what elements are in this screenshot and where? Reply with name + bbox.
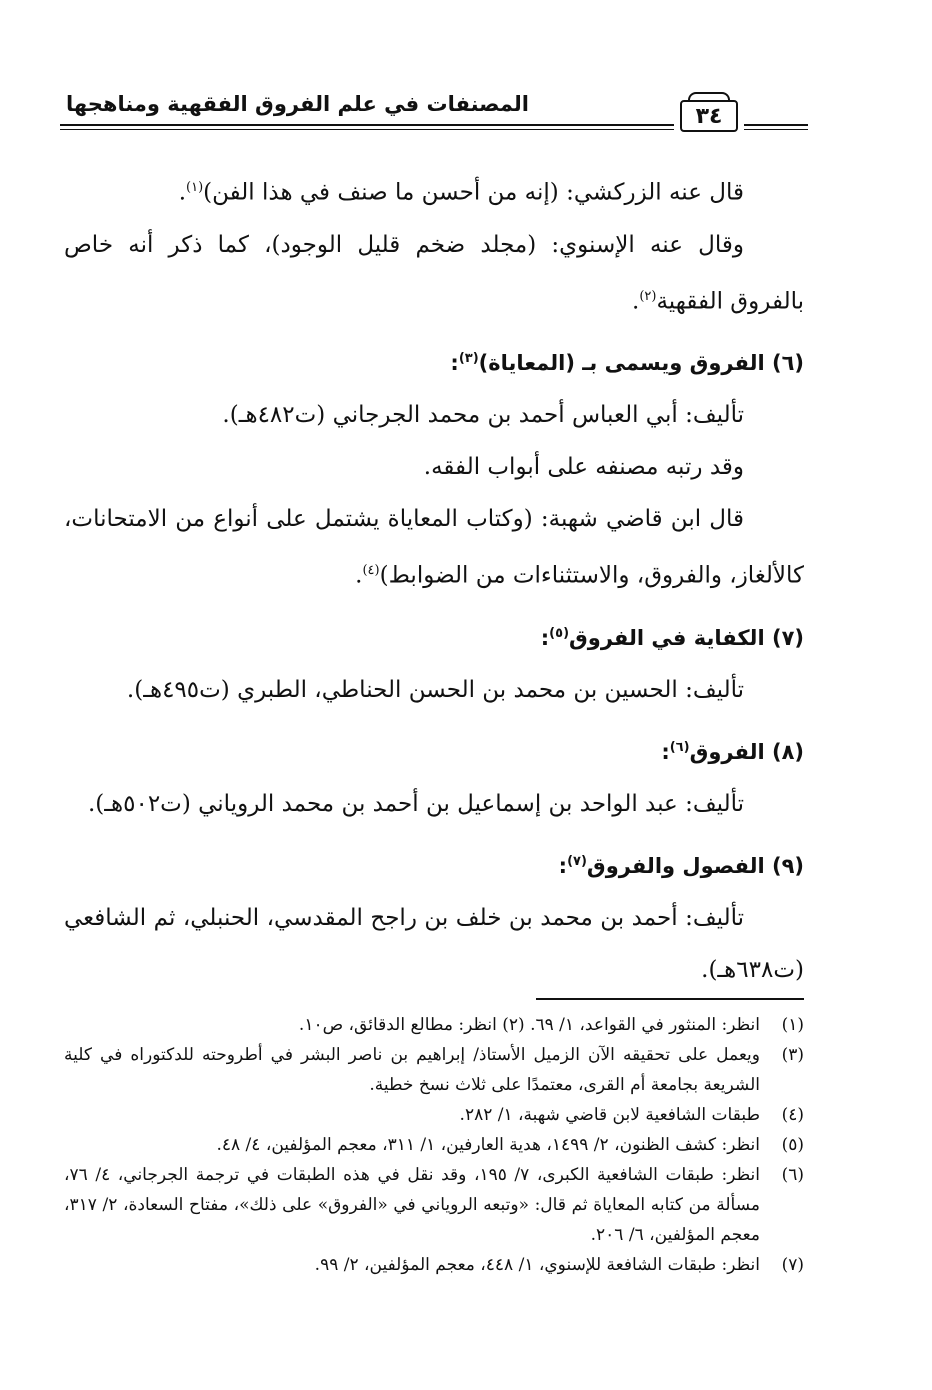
- footnote-ref: (٤): [362, 563, 380, 579]
- footnote-number: (٧): [781, 1255, 804, 1275]
- punctuation: .: [632, 288, 640, 315]
- footnote: [64, 1250, 804, 1280]
- paragraph: تأليف: أبي العباس أحمد بن محمد الجرجاني (ت٤٨٢هـ).: [222, 402, 744, 429]
- footnotes: [64, 1010, 804, 1280]
- paragraph: [64, 219, 804, 328]
- footnote-text: انظر: المنثور في القواعد، ١/ ٦٩. (٢) انظر: مطالع الدقائق، ص١٠.: [298, 1015, 760, 1035]
- paragraph: [64, 162, 804, 219]
- footnote: [64, 1040, 804, 1100]
- punctuation: :: [450, 351, 459, 376]
- paragraph-text: قال ابن قاضي شهبة: (وكتاب المعاياة يشتمل على أنواع من الامتحانات، كالألغاز، والفروق، والاستثناءات من الضوابط): [64, 506, 804, 589]
- running-header: [60, 86, 808, 146]
- footnote-number: (٦): [781, 1165, 804, 1185]
- footnote-number: (١): [781, 1015, 804, 1035]
- punctuation: :: [661, 739, 670, 764]
- section-heading: [64, 722, 804, 778]
- footnote-ref: (٦): [669, 739, 690, 755]
- footnote-ref: (٢): [639, 288, 657, 304]
- punctuation: :: [540, 625, 550, 650]
- footnote: [64, 1010, 804, 1040]
- header-title: المصنفات في علم الفروق الفقهية ومناهجها: [60, 92, 535, 116]
- punctuation: .: [178, 179, 187, 206]
- footnote-ref: (٥): [549, 625, 570, 641]
- section-heading: [64, 333, 804, 389]
- heading-text: (٨) الفروق: [689, 739, 804, 764]
- footnote-number: (٤): [781, 1105, 804, 1125]
- footnote-text: ويعمل على تحقيقه الآن الزميل الأستاذ/ إبراهيم بن ناصر البشر في أطروحته للدكتوراه في كلية الشريعة بجامعة أم القرى، معتمدًا على ثلاث نسخ خطية.: [64, 1045, 760, 1095]
- paragraph: تأليف: الحسين بن محمد بن الحسن الحناطي، الطبري (ت٤٩٥هـ).: [126, 676, 744, 703]
- footnote-ref: (٣): [458, 351, 479, 367]
- heading-text: (٦) الفروق ويسمى بـ (المعاياة): [478, 351, 804, 376]
- footnote-text: انظر: كشف الظنون، ٢/ ١٤٩٩، هدية العارفين، ١/ ٣١١، معجم المؤلفين، ٤/ ٤٨.: [216, 1135, 760, 1155]
- footnote-separator: [536, 998, 804, 1000]
- footnote: [64, 1160, 804, 1250]
- heading-text: (٩) الفصول والفروق: [586, 853, 804, 878]
- heading-text: (٧) الكفاية في الفروق: [569, 625, 804, 650]
- paragraph-text: وقال عنه الإسنوي: (مجلد ضخم قليل الوجود)، كما ذكر أنه خاص بالفروق الفقهية: [64, 231, 804, 315]
- main-text: [64, 162, 804, 996]
- section-heading: [64, 608, 804, 664]
- header-rule-right-thin: [752, 129, 808, 130]
- punctuation: :: [558, 853, 568, 878]
- paragraph: تأليف: أحمد بن محمد بن خلف بن راجح المقدسي، الحنبلي، ثم الشافعي (ت٦٣٨هـ).: [64, 904, 804, 983]
- footnote-text: انظر: طبقات الشافعية الكبرى، ٧/ ١٩٥، وقد نقل في هذه الطبقات في ترجمة الجرجاني، ٤/ ٧٦، مسألة من كتابه المعاياة ثم قال: «وتبعه الروياني في «الفروق» على ذلك»، مفتاح السعادة، ٢/ ٣١٧، معجم المؤلفين، ٦/ ٢٠٦.: [64, 1165, 760, 1245]
- footnote: [64, 1130, 804, 1160]
- section-heading: [64, 836, 804, 892]
- punctuation: .: [355, 562, 363, 589]
- paragraph: وقد رتبه مصنفه على أبواب الفقه.: [423, 454, 744, 481]
- header-rule-right: [752, 124, 808, 126]
- page-number-badge: [674, 86, 744, 142]
- paragraph: [64, 493, 804, 602]
- footnote-text: انظر: طبقات الشافعة للإسنوي، ١/ ٤٤٨، معجم المؤلفين، ٢/ ٩٩.: [314, 1255, 760, 1275]
- footnote: [64, 1100, 804, 1130]
- paragraph-text: قال عنه الزركشي: (إنه من أحسن ما صنف في هذا الفن): [203, 179, 744, 206]
- paragraph: تأليف: عبد الواحد بن إسماعيل بن أحمد بن محمد الروياني (ت٥٠٢هـ).: [87, 790, 744, 817]
- footnote-ref: (٧): [567, 853, 587, 869]
- footnote-number: (٥): [781, 1135, 804, 1155]
- page-number: ٣٤: [695, 104, 723, 129]
- footnote-number: (٣): [781, 1045, 804, 1065]
- footnote-text: طبقات الشافعية لابن قاضي شهبة، ١/ ٢٨٢.: [459, 1105, 760, 1125]
- footnote-ref: (١): [186, 180, 204, 195]
